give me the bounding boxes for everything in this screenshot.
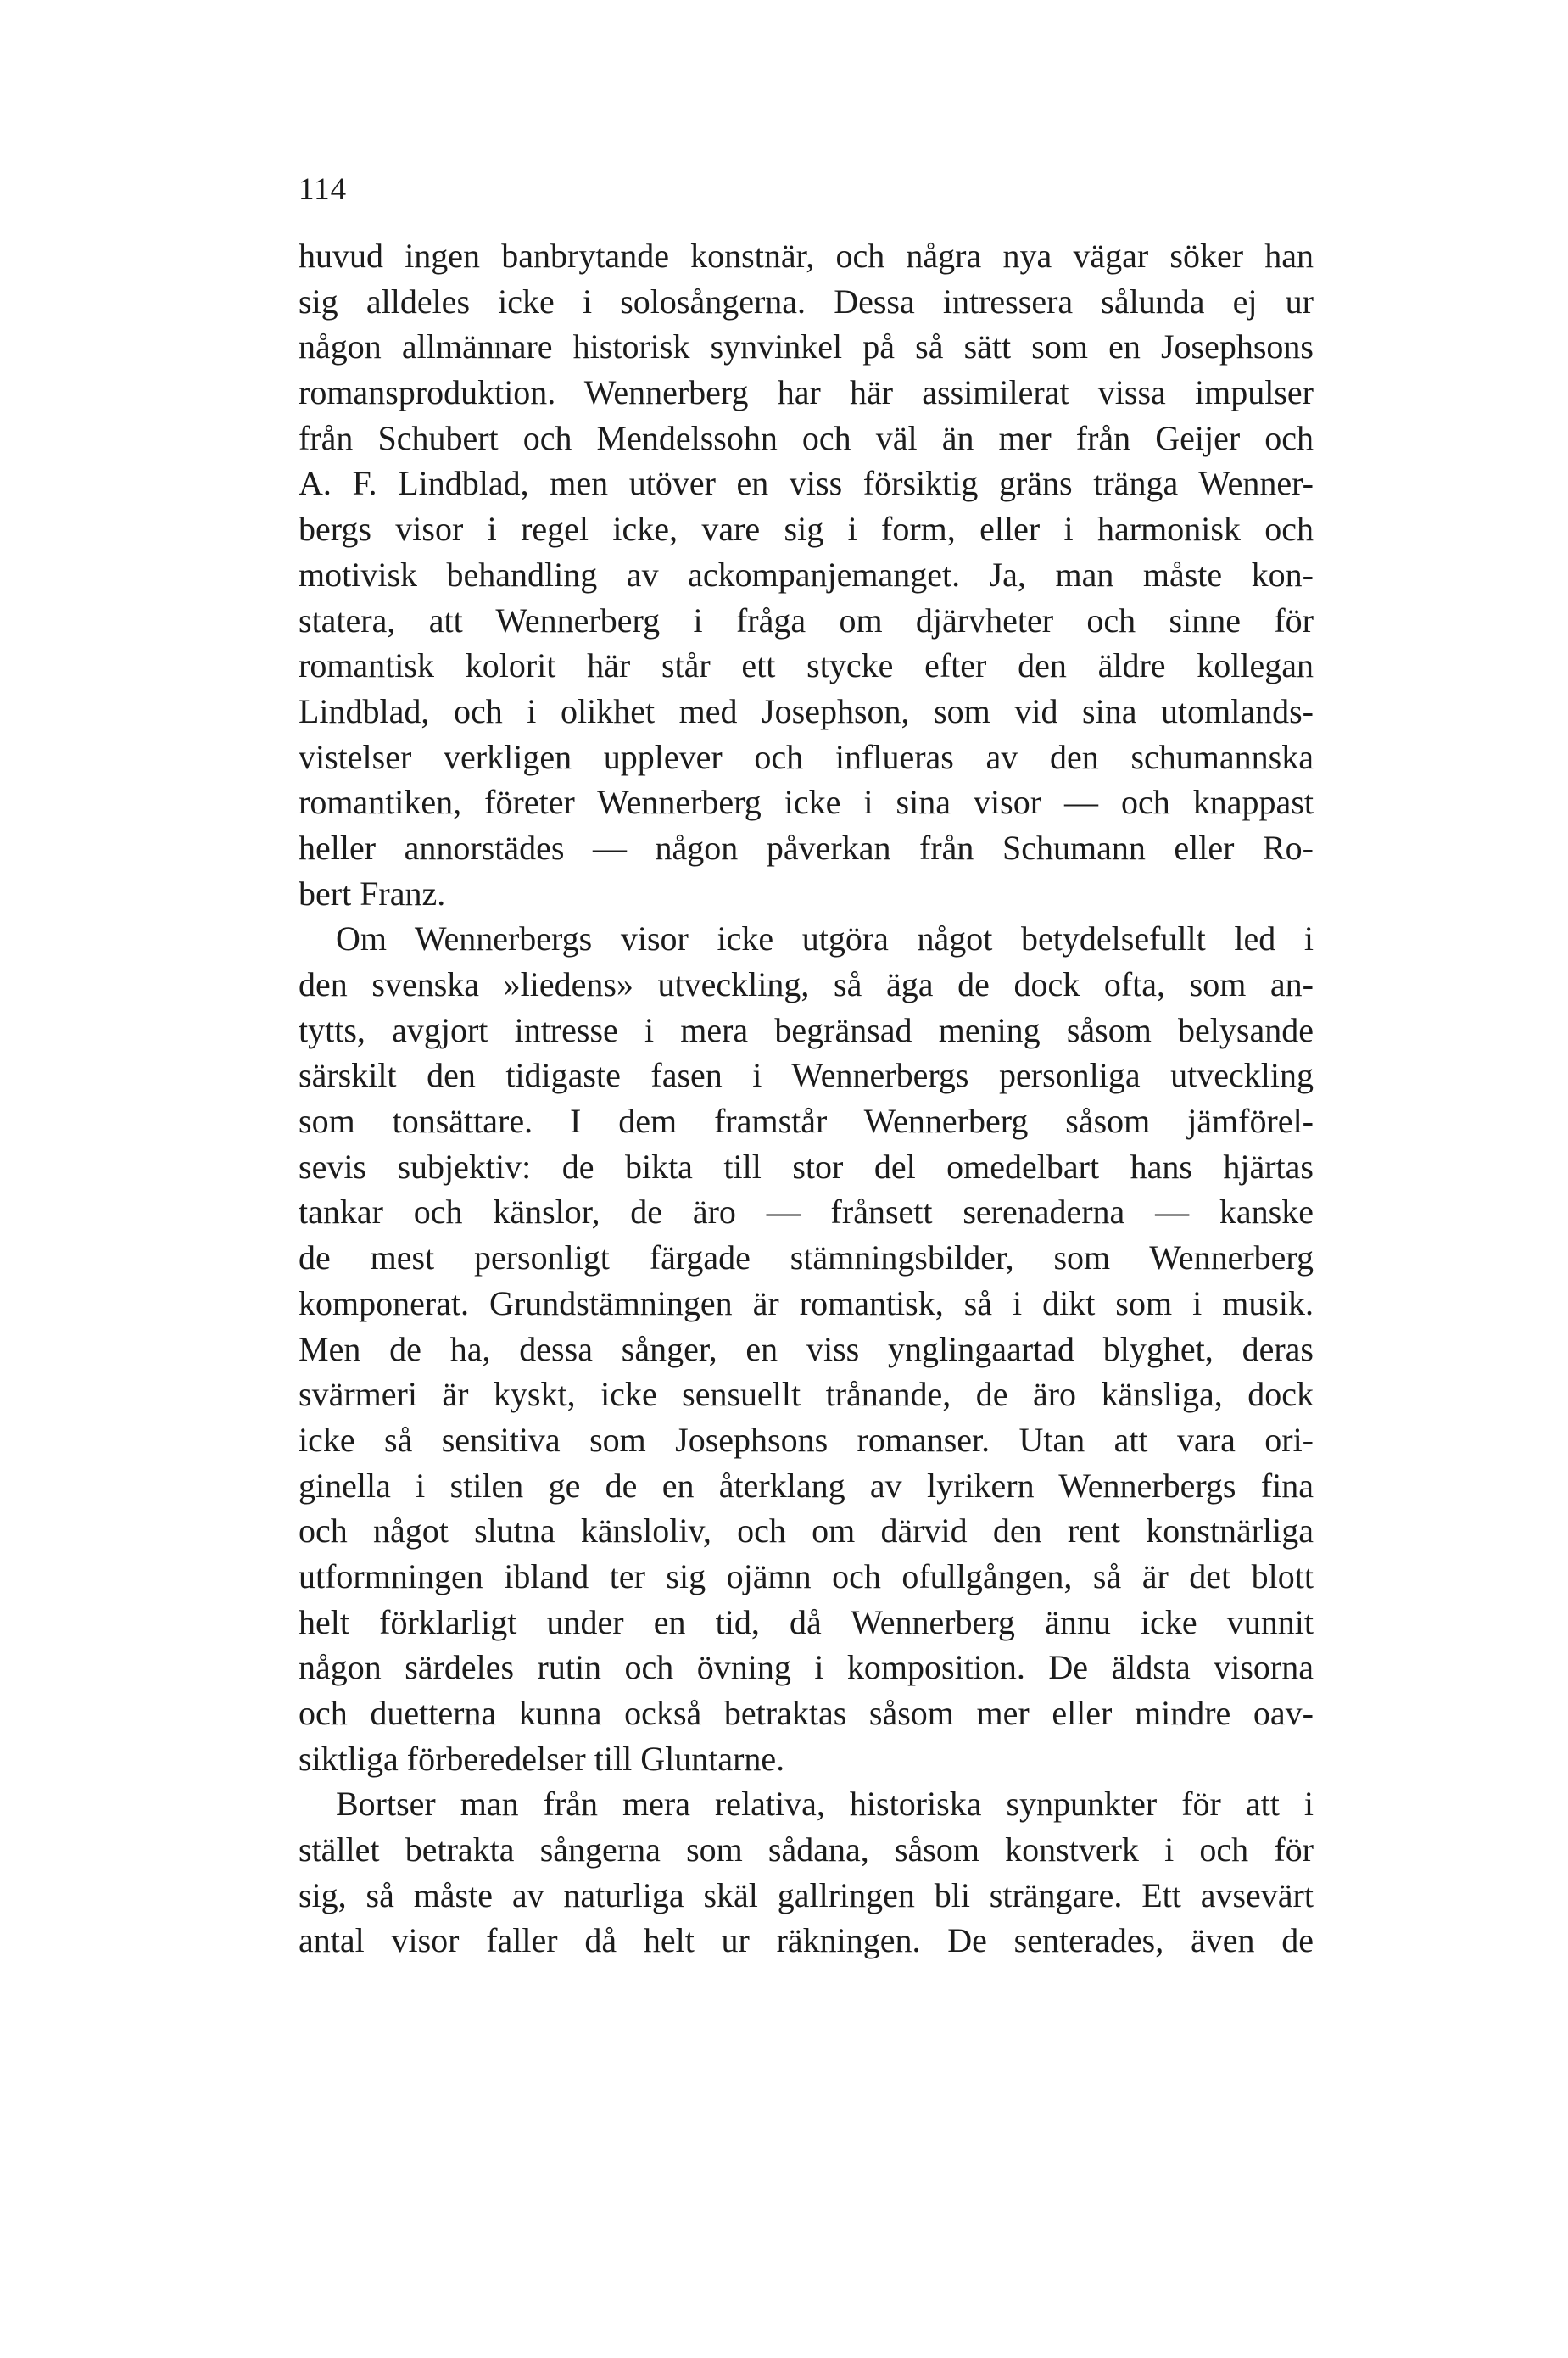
text-line: Men de ha, dessa sånger, en viss ynglingaartad blyghet, deras [299,1329,1314,1368]
text-line: vistelser verkligen upplever och influeras av den schumannska [299,737,1314,776]
text-line: Lindblad, och i olikhet med Josephson, som vid sina utomlands- [299,691,1314,730]
body-text [299,233,1314,1964]
text-line: från Schubert och Mendelssohn och väl än mer från Geijer och [299,418,1314,457]
text-line: de mest personligt färgade stämningsbilder, som Wennerberg [299,1238,1314,1277]
text-line: bert Franz. [299,874,446,913]
text-line: Om Wennerbergs visor icke utgöra något betydelsefullt led i [336,919,1314,958]
text-line: sevis subjektiv: de bikta till stor del omedelbart hans hjärtas [299,1147,1314,1186]
text-line: huvud ingen banbrytande konstnär, och några nya vägar söker han [299,237,1314,275]
text-line: siktliga förberedelser till Gluntarne. [299,1739,785,1778]
text-line: den svenska »liedens» utveckling, så äga de dock ofta, som an- [299,965,1314,1003]
text-line: och duetterna kunna också betraktas såsom mer eller mindre oav- [299,1694,1314,1732]
text-line: svärmeri är kyskt, icke sensuellt trånande, de äro känsliga, dock [299,1375,1314,1414]
text-line: tytts, avgjort intresse i mera begränsad mening såsom belysande [299,1010,1314,1049]
text-line: icke så sensitiva som Josephsons romanser. Utan att vara ori- [299,1420,1314,1459]
text-line: som tonsättare. I dem framstår Wennerberg såsom jämförel- [299,1102,1314,1141]
text-line: statera, att Wennerberg i fråga om djärvheter och sinne för [299,601,1314,640]
text-line: särskilt den tidigaste fasen i Wennerbergs personliga utveckling [299,1056,1314,1095]
text-line: stället betrakta sångerna som sådana, såsom konstverk i och för [299,1830,1314,1869]
text-line: komponerat. Grundstämningen är romantisk, så i dikt som i musik. [299,1283,1314,1322]
text-line: någon särdeles rutin och övning i komposition. De äldsta visorna [299,1648,1314,1687]
text-line: någon allmännare historisk synvinkel på så sätt som en Josephsons [299,327,1314,366]
text-line: och något slutna känsloliv, och om därvid den rent konstnärliga [299,1511,1314,1551]
text-line: bergs visor i regel icke, vare sig i form, eller i harmonisk och [299,510,1314,549]
text-line: sig, så måste av naturliga skäl gallringen bli strängare. Ett avsevärt [299,1875,1314,1914]
text-line: motivisk behandling av ackompanjemanget. Ja, man måste kon- [299,555,1314,594]
text-line: helt förklarligt under en tid, då Wennerberg ännu icke vunnit [299,1602,1314,1641]
page-number: 114 [299,172,348,207]
text-line: romantisk kolorit här står ett stycke efter den äldre kollegan [299,646,1314,685]
text-line: tankar och känslor, de äro — frånsett serenaderna — kanske [299,1193,1314,1232]
text-line: antal visor faller då helt ur räkningen. De senterades, även de [299,1921,1314,1960]
text-line: romansproduktion. Wennerberg har här assimilerat vissa impulser [299,373,1314,412]
text-line: heller annorstädes — någon påverkan från Schumann eller Ro- [299,828,1314,867]
text-line: romantiken, företer Wennerberg icke i sina visor — och knappast [299,783,1314,822]
text-line: utformningen ibland ter sig ojämn och ofullgången, så är det blott [299,1556,1314,1595]
text-line: ginella i stilen ge de en återklang av lyrikern Wennerbergs fina [299,1466,1314,1505]
text-line: Bortser man från mera relativa, historiska synpunkter för att i [336,1785,1314,1824]
text-line: A. F. Lindblad, men utöver en viss försiktig gräns tränga Wenner- [299,464,1314,503]
text-line: sig alldeles icke i solosångerna. Dessa intressera sålunda ej ur [299,282,1314,321]
